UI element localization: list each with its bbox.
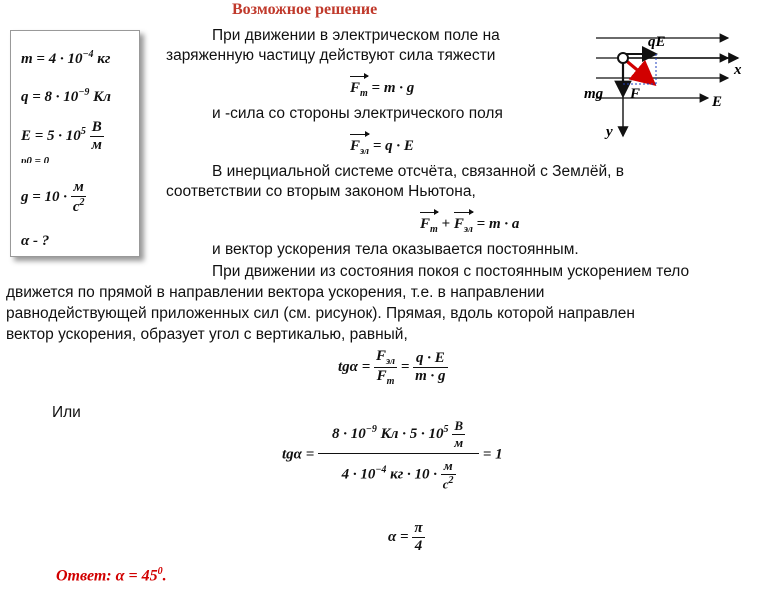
given-box (10, 30, 140, 257)
formula-newton: $F_т + F_{эл} = m \cdot a$ (420, 216, 520, 235)
formula-alpha: α = $\frac{\pi}{4}$ (388, 520, 423, 554)
text-p1-l1: При движении в электрическом поле на (212, 27, 500, 44)
formula-tan-numeric: tgα = $8 \cdot 10^{-9}$ Кл · $5 \cdot 10^5$ $\frac{В}{м}$ $4 \cdot 10^{-4}$ кг · 10 · $\frac{м}{с^2}$ = 1 (282, 418, 503, 492)
label-f: F (630, 86, 641, 102)
formula-gravity: $F_т = m \cdot g$ (350, 80, 415, 99)
label-mg: mg (584, 86, 604, 102)
label-e: E (712, 94, 723, 110)
given-alpha: α - ? (21, 233, 50, 249)
text-p3-l1: В инерциальной системе отсчёта, связанной с Землёй, в (212, 163, 624, 180)
force-diagram (578, 18, 753, 143)
given-g: g = 10 · $\frac{м}{с^2}$ (21, 179, 85, 215)
given-mass: $m = 4 \cdot 10^{-4}$ кг (21, 49, 111, 67)
text-p5-l2: движется по прямой в направлении вектора ускорения, т.е. в направлении (6, 284, 545, 301)
text-ili: Или (52, 404, 81, 421)
formula-electric: $F_{эл} = q \cdot E$ (350, 138, 414, 157)
text-p5-l4: вектор ускорения, образует угол с вертикалью, равный, (6, 326, 408, 343)
formula-tan-forces: tgα = $\frac{F_{эл}}{F_т}$ = $\frac{q \cdot E}{m \cdot g}$ (338, 348, 446, 387)
particle (618, 53, 628, 63)
given-field: $E = 5 \cdot 10^5$ $\frac{В}{м}$ (21, 119, 102, 153)
text-p3-l2: соответствии со вторым законом Ньютона, (166, 183, 476, 200)
solution-title: Возможное решение (232, 1, 378, 18)
label-qe: qE (648, 34, 666, 50)
text-p5-l3: равнодействующей приложенных сил (см. рисунок). Прямая, вдоль которой направлен (6, 305, 635, 322)
resultant-vector (623, 58, 654, 84)
text-p4: и вектор ускорения тела оказывается постоянным. (212, 241, 579, 258)
text-p5-l1: При движении из состояния покоя с постоянным ускорением тело (212, 263, 690, 280)
given-charge: $q = 8 \cdot 10^{-9}$ Кл (21, 87, 111, 105)
text-p2: и -сила со стороны электрического поля (212, 105, 503, 122)
answer-line: Ответ: $\alpha = 45^0$. (56, 566, 167, 585)
given-v0: υ0 = 0 (21, 155, 50, 163)
label-x: x (734, 62, 742, 78)
text-p1-l2: заряженную частицу действуют сила тяжести (166, 47, 496, 64)
label-y: y (606, 124, 613, 140)
